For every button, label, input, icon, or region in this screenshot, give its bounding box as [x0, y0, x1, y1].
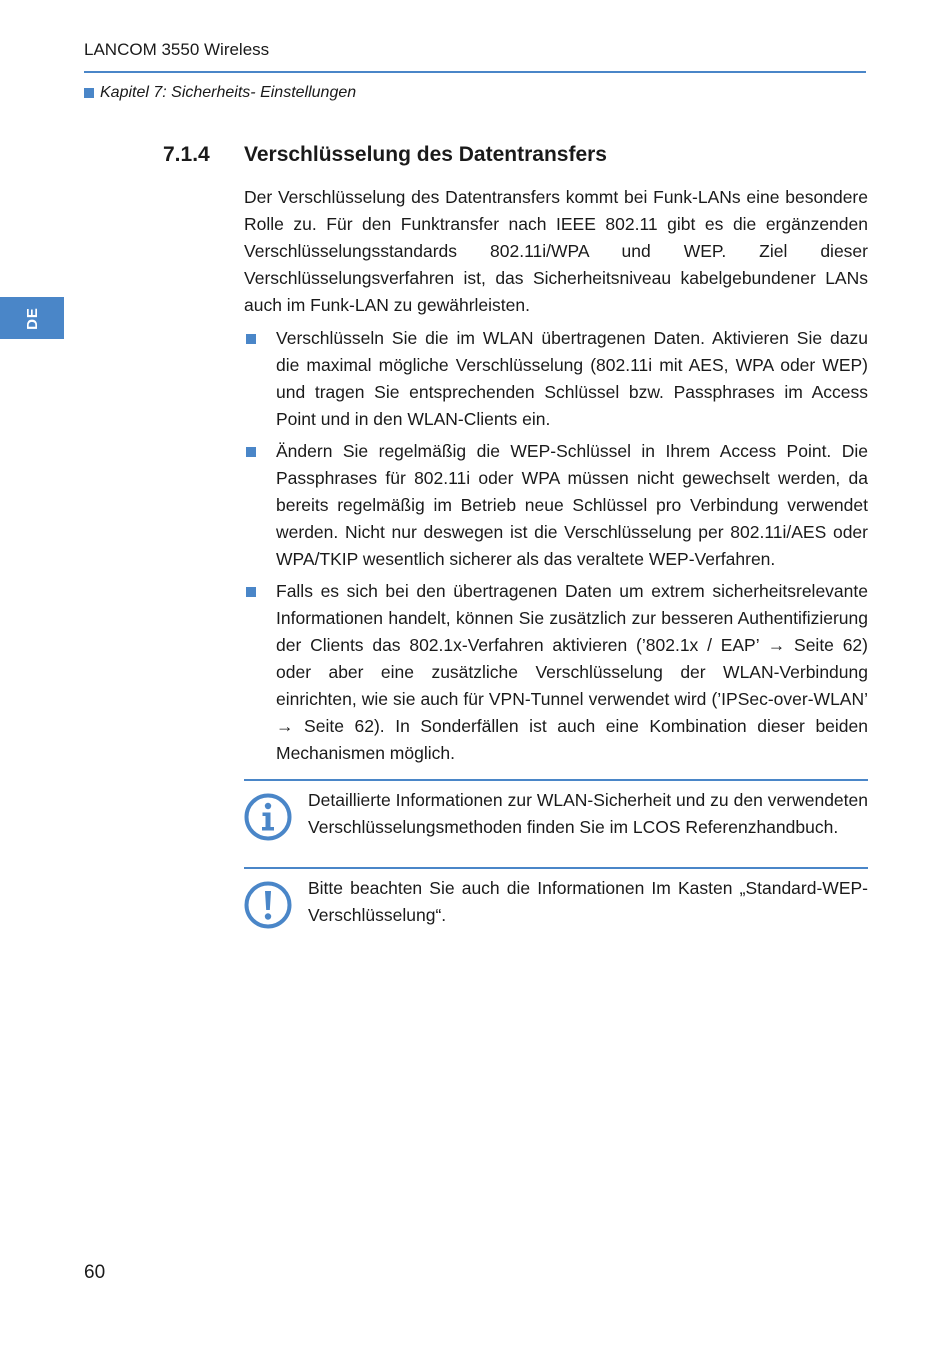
- header-rule: [84, 71, 866, 73]
- square-bullet-icon: [246, 447, 256, 457]
- language-tab-label: DE: [23, 306, 41, 330]
- info-note: [244, 779, 868, 855]
- section-title: Verschlüsselung des Datentransfers: [244, 143, 607, 166]
- bullet-text: Falls es sich bei den übertragenen Daten um extrem sicherheitsrelevante Informationen handelt, können Sie zusätzlich zur besseren Authentifizierung der Clients das 802.1x-Verfahren aktivieren (’802.1x / EAP’ → Seite 62) oder aber eine zusätzliche Verschlüsselung der WLAN-Verbindung einrichten, wie sie auch für VPN-Tunnel verwendet wird (’IPSec-over-WLAN’ → Seite 62). In Sonderfällen ist auch eine Kombination dieser beiden Mechanismen möglich.: [276, 581, 868, 763]
- bullet-text: Ändern Sie regelmäßig die WEP-Schlüssel in Ihrem Access Point. Die Passphrases für 802.11i oder WPA müssen nicht gewechselt werden, da bereits regelmäßig im Betrieb neue Schlüssel pro Verbindung verwendet werden. Nicht nur deswegen ist die Verschlüsselung per 802.11i/AES oder WPA/TKIP wesentlich sicherer als das veraltete WEP-Verfahren.: [276, 441, 868, 569]
- chapter-line: [84, 84, 356, 102]
- chapter-title: Kapitel 7: Sicherheits- Einstellungen: [100, 84, 357, 101]
- section-heading: [163, 143, 607, 167]
- body-content: [244, 184, 868, 943]
- running-header-title: LANCOM 3550 Wireless: [84, 40, 270, 59]
- bullet-text: Verschlüsseln Sie die im WLAN übertragenen Daten. Aktivieren Sie dazu die maximal mögliche Verschlüsselung (802.11i mit AES, WPA oder WEP) und tragen Sie entsprechenden Schlüssel bzw. Passphrases im Access Point und in den WLAN-Clients ein.: [276, 328, 868, 429]
- section-number: 7.1.4: [163, 143, 210, 166]
- page-number: 60: [84, 1262, 106, 1283]
- square-bullet-icon: [84, 88, 94, 98]
- list-item: [244, 578, 868, 767]
- square-bullet-icon: [246, 587, 256, 597]
- intro-paragraph: Der Verschlüsselung des Datentransfers kommt bei Funk-LANs eine besondere Rolle zu. Für den Funktransfer nach IEEE 802.11 gibt es die ergänzenden Verschlüsselungsstandards 802.11i/WPA und WEP. Ziel dieser Verschlüsselungsverfahren ist, das Sicherheitsniveau kabelgebundener LANs auch im Funk-LAN zu gewährleisten.: [244, 187, 868, 315]
- warning-icon: [244, 881, 292, 929]
- language-tab: [0, 297, 64, 339]
- warning-note-text: Bitte beachten Sie auch die Informationen Im Kasten „Standard-WEP-Verschlüsselung“.: [308, 878, 868, 925]
- bullet-list: [244, 325, 868, 767]
- info-icon: [244, 793, 292, 841]
- info-note-text: Detaillierte Informationen zur WLAN-Sicherheit und zu den verwendeten Verschlüsselungsmethoden finden Sie im LCOS Referenzhandbuch.: [308, 790, 868, 837]
- warning-note: [244, 867, 868, 943]
- square-bullet-icon: [246, 334, 256, 344]
- list-item: [244, 438, 868, 573]
- list-item: [244, 325, 868, 433]
